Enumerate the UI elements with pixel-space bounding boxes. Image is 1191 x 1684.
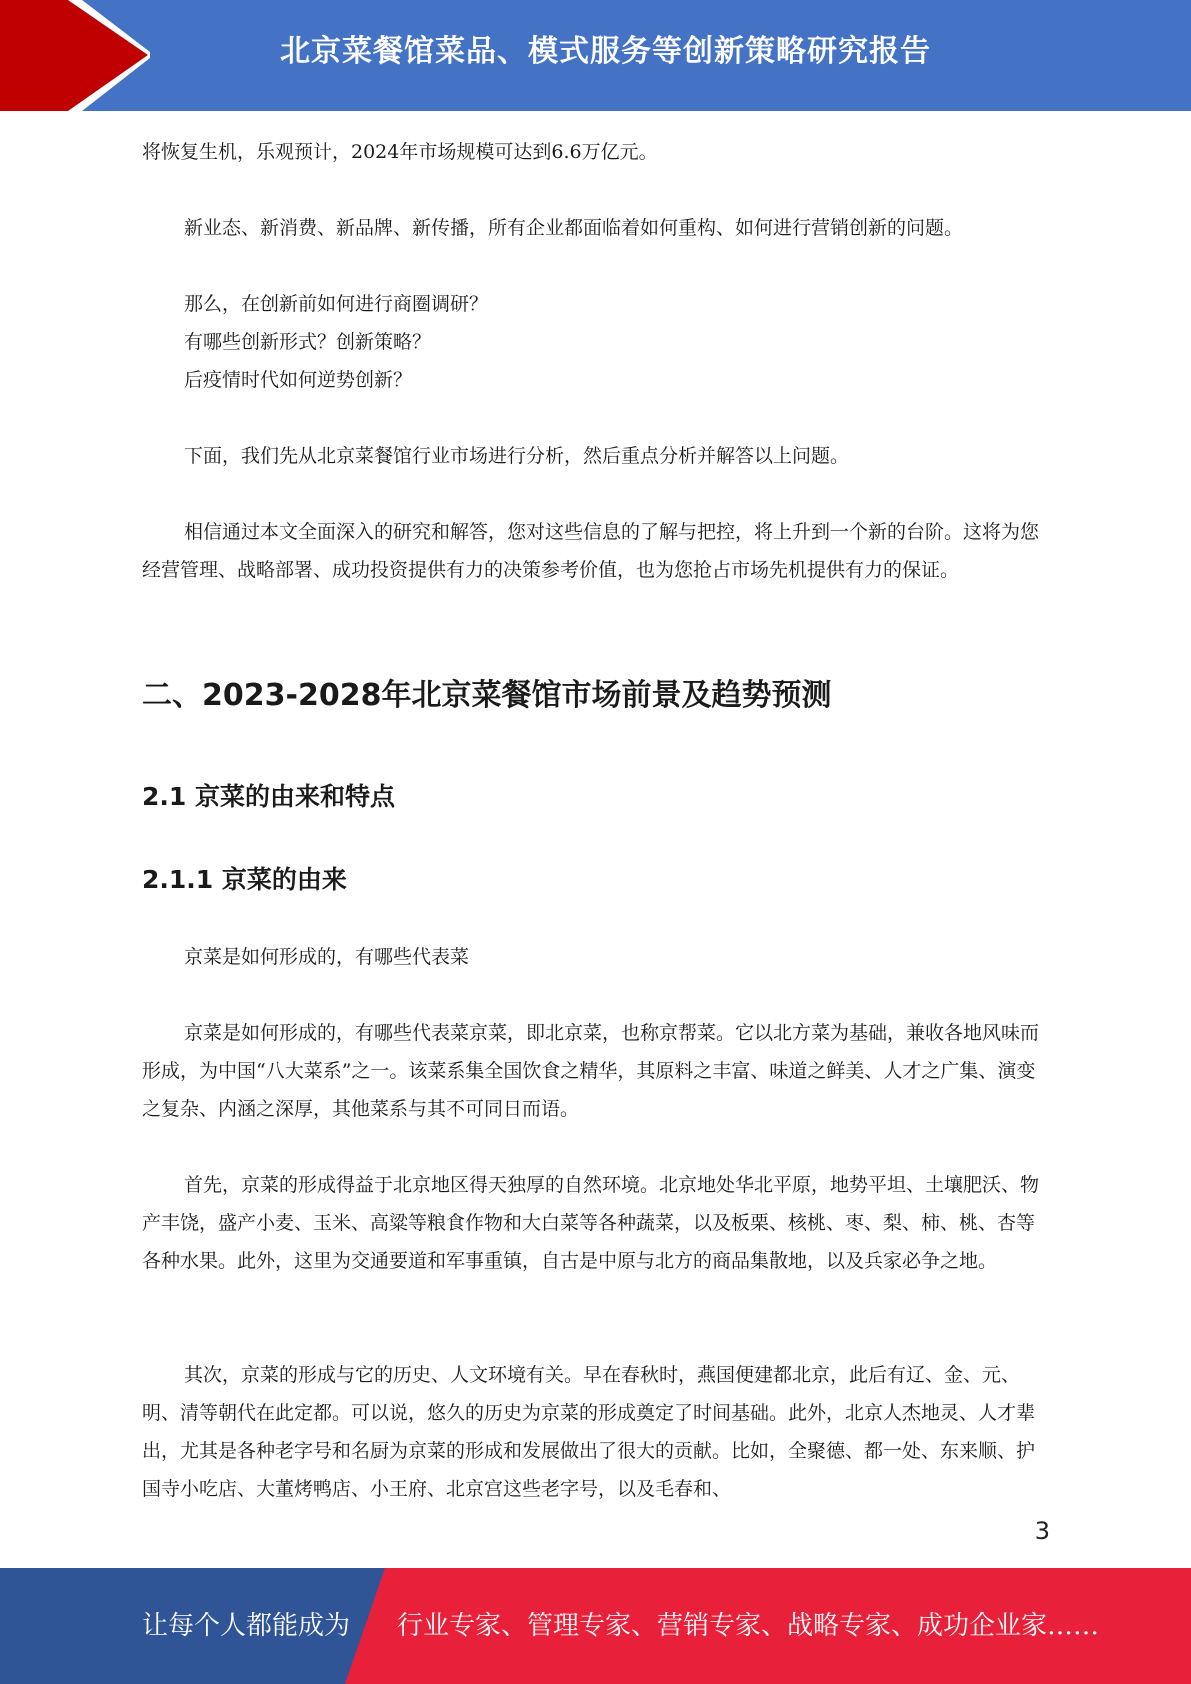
paragraph: 京菜是如何形成的，有哪些代表菜 <box>184 946 470 968</box>
subsubsection-heading: 2.1.1 京菜的由来 <box>142 865 347 894</box>
footer-slogan-right: 行业专家、管理专家、营销专家、战略专家、成功企业家…… <box>397 1611 1100 1641</box>
question-line: 后疫情时代如何逆势创新？ <box>184 369 413 391</box>
subsection-heading: 2.1 京菜的由来和特点 <box>142 782 395 811</box>
paragraph: 其次，京菜的形成与它的历史、人文环境有关。早在春秋时，燕国便建都北京，此后有辽、金、元、明、清等朝代在此定都。可以说，悠久的历史为京菜的形成奠定了时间基础。此外，北京人杰地灵、人才辈出，尤其是各种老字号和名厨为京菜的形成和发展做出了很大的贡献。比如，全聚德、都一处、东来顺、护国寺小吃店、大董烤鸭店、小王府、北京宫这些老字号，以及毛春和、 <box>142 1364 1036 1500</box>
question-line: 那么，在创新前如何进行商圈调研？ <box>184 293 489 315</box>
paragraph: 下面，我们先从北京菜餐馆行业市场进行分析，然后重点分析并解答以上问题。 <box>184 445 850 467</box>
page-footer <box>0 1568 1191 1684</box>
paragraph: 相信通过本文全面深入的研究和解答，您对这些信息的了解与把控，将上升到一个新的台阶。这将为您经营管理、战略部署、成功投资提供有力的决策参考价值，也为您抢占市场先机提供有力的保证。 <box>142 521 1040 581</box>
document-title: 北京菜餐馆菜品、模式服务等创新策略研究报告 <box>280 34 931 69</box>
footer-slogan-left: 让每个人都能成为 <box>142 1611 351 1641</box>
page-number: 3 <box>1034 1517 1050 1545</box>
paragraph: 新业态、新消费、新品牌、新传播，所有企业都面临着如何重构、如何进行营销创新的问题。 <box>184 217 964 239</box>
paragraph: 京菜是如何形成的，有哪些代表菜京菜，即北京菜，也称京帮菜。它以北方菜为基础，兼收各地风味而形成，为中国“八大菜系”之一。该菜系集全国饮食之精华，其原料之丰富、味道之鲜美、人才之广集、演变之复杂、内涵之深厚，其他菜系与其不可同日而语。 <box>142 1022 1040 1120</box>
paragraph: 将恢复生机，乐观预计，2024年市场规模可达到6.6万亿元。 <box>142 141 658 163</box>
section-heading: 二、2023-2028年北京菜餐馆市场前景及趋势预测 <box>142 678 832 713</box>
page-header <box>0 0 1191 111</box>
question-line: 有哪些创新形式？创新策略？ <box>184 331 432 353</box>
paragraph: 首先，京菜的形成得益于北京地区得天独厚的自然环境。北京地处华北平原，地势平坦、土壤肥沃、物产丰饶，盛产小麦、玉米、高粱等粮食作物和大白菜等各种蔬菜，以及板栗、核桃、枣、梨、柿、桃、杏等各种水果。此外，这里为交通要道和军事重镇，自古是中原与北方的商品集散地，以及兵家必争之地。 <box>142 1174 1040 1272</box>
